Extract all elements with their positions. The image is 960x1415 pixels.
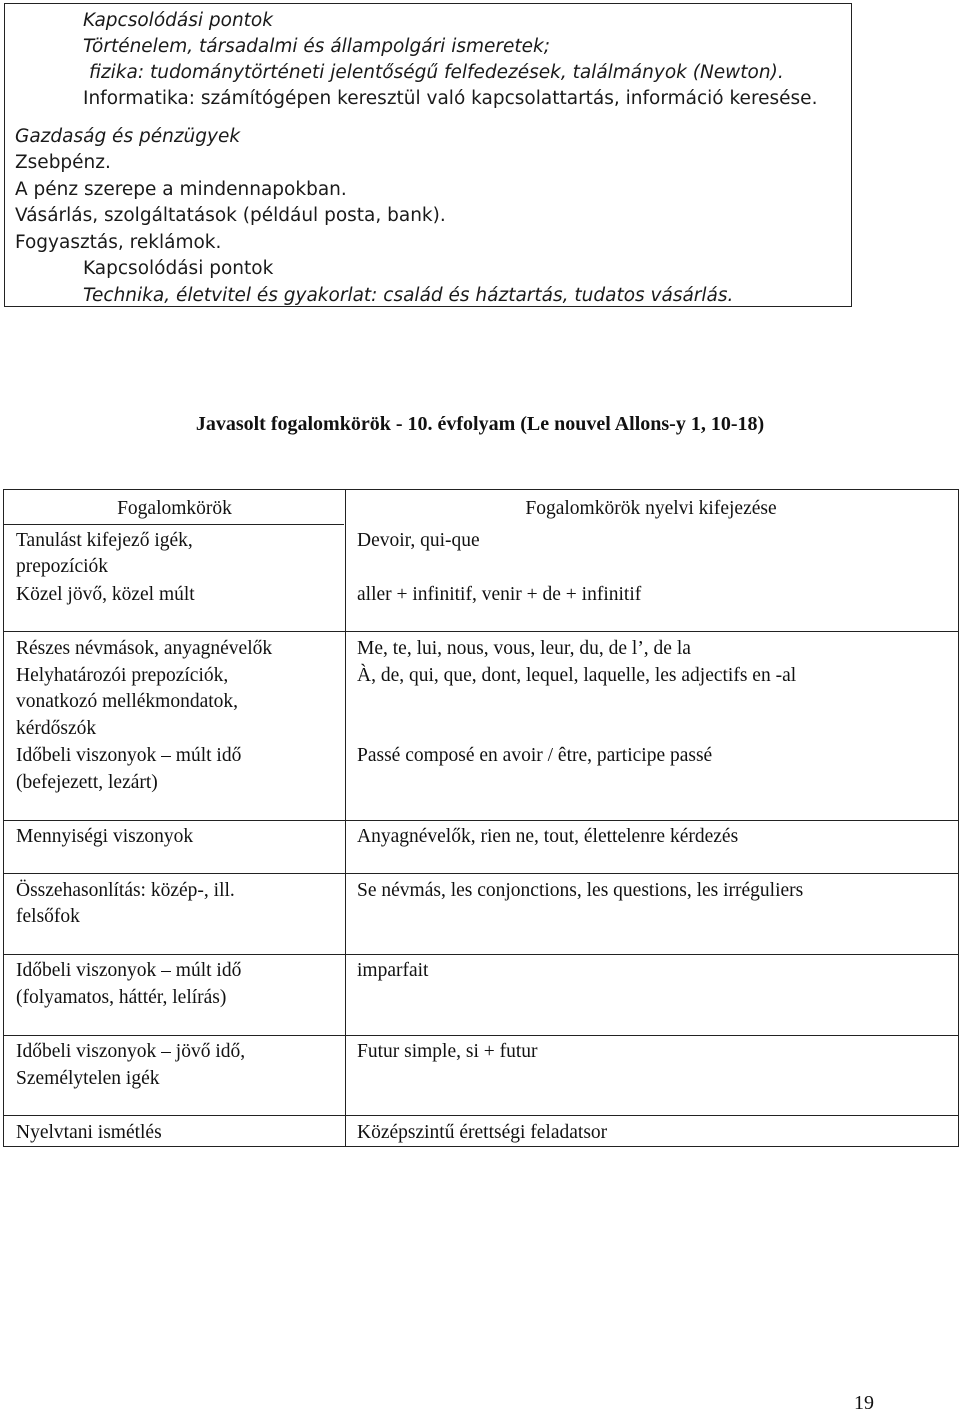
box-line-2: Történelem, társadalmi és állampolgári ismeretek;	[83, 36, 550, 57]
box-line-8: Vásárlás, szolgáltatások (például posta, bank).	[15, 205, 446, 226]
left-cell: Nyelvtani ismétlés	[16, 1122, 162, 1143]
left-cell: (befejezett, lezárt)	[16, 772, 158, 793]
row-divider	[4, 1035, 958, 1036]
left-cell: kérdőszók	[16, 718, 97, 739]
row-divider	[4, 631, 958, 632]
right-cell: Anyagnévelők, rien ne, tout, élettelenre kérdezés	[357, 826, 739, 847]
left-cell: Időbeli viszonyok – jövő idő,	[16, 1041, 246, 1062]
right-cell: Se névmás, les conjonctions, les questions, les irréguliers	[357, 880, 804, 901]
row-divider	[4, 1115, 958, 1116]
box-line-10: Kapcsolódási pontok	[83, 258, 274, 279]
left-cell: Személytelen igék	[16, 1068, 160, 1089]
box-line-11: Technika, életvitel és gyakorlat: család és háztartás, tudatos vásárlás.	[83, 285, 734, 306]
left-cell: Mennyiségi viszonyok	[16, 826, 194, 847]
right-cell: Me, te, lui, nous, vous, leur, du, de l’, de la	[357, 638, 691, 659]
box-line-6: Zsebpénz.	[15, 152, 111, 173]
row-divider	[4, 954, 958, 955]
right-cell: imparfait	[357, 960, 429, 981]
page-number: 19	[854, 1392, 874, 1414]
row-divider	[4, 873, 958, 874]
row-divider	[4, 524, 344, 525]
right-cell: Passé composé en avoir / être, participe passé	[357, 745, 713, 766]
left-cell: Közel jövő, közel múlt	[16, 584, 195, 605]
left-cell: felsőfok	[16, 906, 80, 927]
column-divider	[345, 490, 346, 1146]
right-cell: À, de, qui, que, dont, lequel, laquelle, les adjectifs en -al	[357, 665, 797, 686]
left-cell: Tanulást kifejező igék,	[16, 530, 193, 551]
box-line-5: Gazdaság és pénzügyek	[15, 126, 241, 147]
right-cell: aller + infinitif, venir + de + infinitif	[357, 584, 642, 605]
left-cell: Időbeli viszonyok – múlt idő	[16, 745, 242, 766]
row-divider	[4, 820, 958, 821]
left-cell: Időbeli viszonyok – múlt idő	[16, 960, 242, 981]
box-line-1: Kapcsolódási pontok	[83, 10, 273, 31]
right-cell: Futur simple, si + futur	[357, 1041, 538, 1062]
section-heading: Javasolt fogalomkörök - 10. évfolyam (Le nouvel Allons-y 1, 10-18)	[195, 413, 765, 435]
connection-points-box	[4, 3, 852, 307]
box-line-9: Fogyasztás, reklámok.	[15, 232, 222, 253]
topics-table	[3, 489, 959, 1147]
left-cell: Helyhatározói prepozíciók,	[16, 665, 229, 686]
box-line-3: fizika: tudománytörténeti jelentőségű felfedezések, találmányok (Newton).	[89, 62, 784, 83]
right-cell: Középszintű érettségi feladatsor	[357, 1122, 608, 1143]
left-cell: Részes névmások, anyagnévelők	[16, 638, 273, 659]
left-cell: Összehasonlítás: közép-, ill.	[16, 880, 235, 901]
left-cell: prepozíciók	[16, 556, 109, 577]
header-expressions: Fogalomkörök nyelvi kifejezése	[525, 498, 777, 519]
box-line-7: A pénz szerepe a mindennapokban.	[15, 179, 347, 200]
left-cell: (folyamatos, háttér, lelírás)	[16, 987, 227, 1008]
right-cell: Devoir, qui-que	[357, 530, 480, 551]
left-cell: vonatkozó mellékmondatok,	[16, 691, 239, 712]
box-line-4: Informatika: számítógépen keresztül való kapcsolattartás, információ keresése.	[83, 88, 818, 109]
header-topics: Fogalomkörök	[117, 498, 232, 519]
